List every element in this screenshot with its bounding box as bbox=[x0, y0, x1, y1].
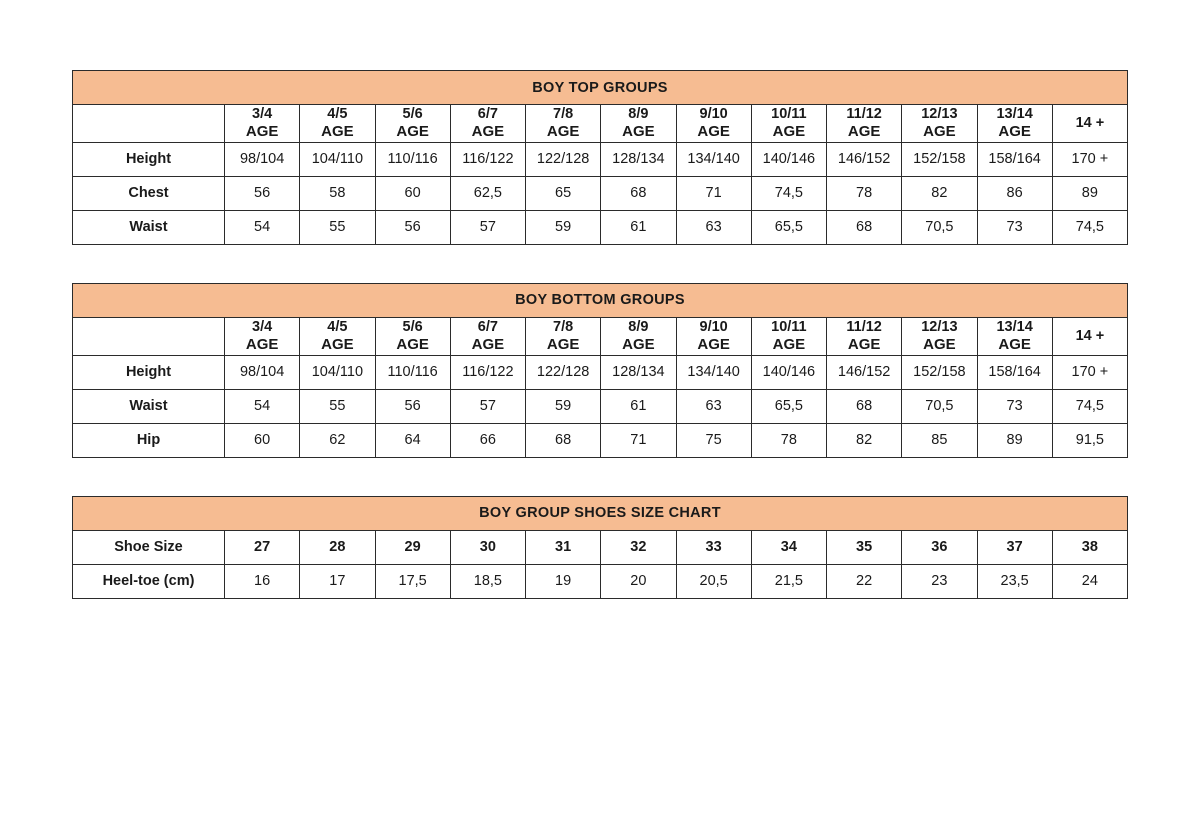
column-header bbox=[751, 105, 826, 143]
table-cell: 122/128 bbox=[526, 142, 601, 176]
table-cell: 85 bbox=[902, 423, 977, 457]
column-unit: AGE bbox=[772, 336, 806, 353]
column-size: 8/9 bbox=[628, 318, 649, 335]
table-cell: 70,5 bbox=[902, 210, 977, 244]
table-cell: 74,5 bbox=[751, 176, 826, 210]
column-size: 14 + bbox=[1075, 328, 1105, 345]
table-cell: 73 bbox=[977, 389, 1052, 423]
column-header bbox=[977, 105, 1052, 143]
column-unit: AGE bbox=[998, 123, 1031, 141]
column-size: 9/10 bbox=[699, 318, 728, 335]
row-label: Heel-toe (cm) bbox=[73, 564, 225, 598]
boy-shoes-size-table bbox=[72, 496, 1128, 599]
column-unit: AGE bbox=[546, 336, 580, 353]
column-header bbox=[300, 317, 375, 355]
row-label: Hip bbox=[73, 423, 225, 457]
table-cell: 65 bbox=[526, 176, 601, 210]
table-cell: 63 bbox=[676, 210, 751, 244]
table-cell: 68 bbox=[526, 423, 601, 457]
column-unit: AGE bbox=[923, 123, 956, 141]
column-size: 12/13 bbox=[921, 318, 958, 335]
table-cell: 146/152 bbox=[827, 355, 902, 389]
column-size: 13/14 bbox=[996, 106, 1033, 122]
table-cell: 62 bbox=[300, 423, 375, 457]
header-corner-cell bbox=[73, 317, 225, 355]
table-cell: 56 bbox=[225, 176, 300, 210]
table-cell: 17,5 bbox=[375, 564, 450, 598]
table-cell: 78 bbox=[751, 423, 826, 457]
table-title: BOY GROUP SHOES SIZE CHART bbox=[73, 496, 1128, 530]
table-cell: 104/110 bbox=[300, 142, 375, 176]
column-unit: AGE bbox=[847, 336, 881, 353]
column-unit: AGE bbox=[321, 336, 354, 353]
column-header bbox=[827, 105, 902, 143]
column-unit: AGE bbox=[697, 336, 730, 353]
table-cell: 104/110 bbox=[300, 355, 375, 389]
table-header-row bbox=[73, 317, 1128, 355]
column-unit: AGE bbox=[396, 336, 429, 353]
column-unit: AGE bbox=[622, 336, 655, 353]
table-cell: 78 bbox=[827, 176, 902, 210]
column-header bbox=[827, 317, 902, 355]
table-cell: 56 bbox=[375, 389, 450, 423]
table-cell: 140/146 bbox=[751, 142, 826, 176]
column-size: 4/5 bbox=[327, 318, 348, 335]
table-cell: 31 bbox=[526, 530, 601, 564]
column-header bbox=[902, 317, 977, 355]
table-cell: 21,5 bbox=[751, 564, 826, 598]
table-cell: 20,5 bbox=[676, 564, 751, 598]
table-cell: 82 bbox=[827, 423, 902, 457]
table-cell: 116/122 bbox=[450, 355, 525, 389]
column-unit: AGE bbox=[245, 336, 279, 353]
table-cell: 170 + bbox=[1052, 355, 1127, 389]
column-header bbox=[751, 317, 826, 355]
column-unit: AGE bbox=[998, 336, 1031, 353]
column-unit: AGE bbox=[622, 123, 655, 141]
column-header bbox=[1052, 317, 1127, 355]
table-title: BOY TOP GROUPS bbox=[73, 71, 1128, 105]
column-size: 10/11 bbox=[771, 318, 807, 335]
boy-bottom-groups-table bbox=[72, 283, 1128, 458]
column-header bbox=[676, 317, 751, 355]
column-size: 11/12 bbox=[846, 318, 882, 335]
column-size: 7/8 bbox=[553, 106, 574, 122]
column-unit: AGE bbox=[923, 336, 956, 353]
table-cell: 55 bbox=[300, 389, 375, 423]
column-header bbox=[601, 105, 676, 143]
row-label: Waist bbox=[73, 389, 225, 423]
table-row bbox=[73, 423, 1128, 457]
table-cell: 68 bbox=[601, 176, 676, 210]
table-row bbox=[73, 210, 1128, 244]
table-cell: 60 bbox=[225, 423, 300, 457]
column-header bbox=[300, 105, 375, 143]
table-cell: 20 bbox=[601, 564, 676, 598]
row-label: Height bbox=[73, 142, 225, 176]
table-cell: 37 bbox=[977, 530, 1052, 564]
column-size: 5/6 bbox=[402, 106, 423, 122]
table-cell: 158/164 bbox=[977, 142, 1052, 176]
table-cell: 16 bbox=[225, 564, 300, 598]
table-cell: 58 bbox=[300, 176, 375, 210]
table-cell: 60 bbox=[375, 176, 450, 210]
table-cell: 32 bbox=[601, 530, 676, 564]
column-size: 14 + bbox=[1075, 115, 1105, 132]
row-label: Height bbox=[73, 355, 225, 389]
column-size: 9/10 bbox=[699, 106, 728, 122]
table-cell: 54 bbox=[225, 389, 300, 423]
column-size: 12/13 bbox=[921, 106, 958, 122]
table-cell: 30 bbox=[450, 530, 525, 564]
table-cell: 110/116 bbox=[375, 142, 450, 176]
column-size: 3/4 bbox=[252, 318, 273, 335]
table-cell: 152/158 bbox=[902, 355, 977, 389]
column-header bbox=[375, 317, 450, 355]
table-cell: 36 bbox=[902, 530, 977, 564]
column-header bbox=[225, 317, 300, 355]
table-cell: 170 + bbox=[1052, 142, 1127, 176]
table-title-row bbox=[73, 496, 1128, 530]
table-cell: 57 bbox=[450, 210, 525, 244]
table-cell: 158/164 bbox=[977, 355, 1052, 389]
column-size: 10/11 bbox=[771, 106, 807, 122]
table-cell: 89 bbox=[977, 423, 1052, 457]
table-cell: 29 bbox=[375, 530, 450, 564]
table-cell: 71 bbox=[601, 423, 676, 457]
table-cell: 23 bbox=[902, 564, 977, 598]
table-cell: 27 bbox=[225, 530, 300, 564]
column-header bbox=[225, 105, 300, 143]
table-row bbox=[73, 564, 1128, 598]
column-header bbox=[526, 105, 601, 143]
table-cell: 64 bbox=[375, 423, 450, 457]
header-corner-cell bbox=[73, 105, 225, 143]
table-row bbox=[73, 389, 1128, 423]
table-cell: 71 bbox=[676, 176, 751, 210]
column-size: 8/9 bbox=[628, 106, 649, 122]
table-cell: 35 bbox=[827, 530, 902, 564]
column-unit: AGE bbox=[847, 123, 881, 141]
table-cell: 22 bbox=[827, 564, 902, 598]
table-cell: 89 bbox=[1052, 176, 1127, 210]
table-cell: 146/152 bbox=[827, 142, 902, 176]
column-header bbox=[977, 317, 1052, 355]
column-unit: AGE bbox=[546, 123, 580, 141]
table-cell: 38 bbox=[1052, 530, 1127, 564]
table-cell: 74,5 bbox=[1052, 389, 1127, 423]
column-header bbox=[450, 105, 525, 143]
table-title-row bbox=[73, 71, 1128, 105]
table-row bbox=[73, 530, 1128, 564]
column-unit: AGE bbox=[772, 123, 806, 141]
column-size: 6/7 bbox=[477, 106, 498, 122]
table-cell: 54 bbox=[225, 210, 300, 244]
column-size: 6/7 bbox=[477, 318, 498, 335]
column-header bbox=[450, 317, 525, 355]
table-cell: 98/104 bbox=[225, 142, 300, 176]
table-cell: 82 bbox=[902, 176, 977, 210]
table-cell: 17 bbox=[300, 564, 375, 598]
table-cell: 56 bbox=[375, 210, 450, 244]
table-cell: 24 bbox=[1052, 564, 1127, 598]
table-cell: 59 bbox=[526, 210, 601, 244]
table-cell: 75 bbox=[676, 423, 751, 457]
table-cell: 128/134 bbox=[601, 355, 676, 389]
table-cell: 62,5 bbox=[450, 176, 525, 210]
table-row bbox=[73, 176, 1128, 210]
column-unit: AGE bbox=[697, 123, 730, 141]
table-cell: 57 bbox=[450, 389, 525, 423]
table-cell: 86 bbox=[977, 176, 1052, 210]
row-label: Shoe Size bbox=[73, 530, 225, 564]
table-cell: 73 bbox=[977, 210, 1052, 244]
table-cell: 134/140 bbox=[676, 142, 751, 176]
table-cell: 98/104 bbox=[225, 355, 300, 389]
table-cell: 59 bbox=[526, 389, 601, 423]
column-header bbox=[375, 105, 450, 143]
table-cell: 110/116 bbox=[375, 355, 450, 389]
table-cell: 134/140 bbox=[676, 355, 751, 389]
table-cell: 116/122 bbox=[450, 142, 525, 176]
column-size: 7/8 bbox=[553, 318, 574, 335]
table-cell: 19 bbox=[526, 564, 601, 598]
column-unit: AGE bbox=[396, 123, 429, 141]
column-header bbox=[526, 317, 601, 355]
column-unit: AGE bbox=[245, 123, 279, 141]
table-cell: 122/128 bbox=[526, 355, 601, 389]
table-title: BOY BOTTOM GROUPS bbox=[73, 283, 1128, 317]
column-size: 5/6 bbox=[402, 318, 423, 335]
table-title-row bbox=[73, 283, 1128, 317]
table-cell: 68 bbox=[827, 210, 902, 244]
table-cell: 66 bbox=[450, 423, 525, 457]
table-header-row bbox=[73, 105, 1128, 143]
table-cell: 128/134 bbox=[601, 142, 676, 176]
table-cell: 23,5 bbox=[977, 564, 1052, 598]
table-cell: 152/158 bbox=[902, 142, 977, 176]
column-header bbox=[902, 105, 977, 143]
column-header bbox=[601, 317, 676, 355]
row-label: Chest bbox=[73, 176, 225, 210]
table-cell: 61 bbox=[601, 210, 676, 244]
column-size: 3/4 bbox=[252, 106, 273, 122]
column-size: 11/12 bbox=[846, 106, 882, 122]
table-cell: 28 bbox=[300, 530, 375, 564]
table-cell: 34 bbox=[751, 530, 826, 564]
column-unit: AGE bbox=[471, 123, 505, 141]
table-cell: 63 bbox=[676, 389, 751, 423]
table-cell: 68 bbox=[827, 389, 902, 423]
table-cell: 55 bbox=[300, 210, 375, 244]
table-cell: 91,5 bbox=[1052, 423, 1127, 457]
table-cell: 33 bbox=[676, 530, 751, 564]
table-cell: 18,5 bbox=[450, 564, 525, 598]
column-header bbox=[676, 105, 751, 143]
row-label: Waist bbox=[73, 210, 225, 244]
table-cell: 65,5 bbox=[751, 210, 826, 244]
column-size: 4/5 bbox=[327, 106, 348, 122]
table-cell: 70,5 bbox=[902, 389, 977, 423]
table-cell: 74,5 bbox=[1052, 210, 1127, 244]
column-header bbox=[1052, 105, 1127, 143]
boy-top-groups-table bbox=[72, 70, 1128, 245]
table-cell: 65,5 bbox=[751, 389, 826, 423]
table-cell: 61 bbox=[601, 389, 676, 423]
table-row bbox=[73, 355, 1128, 389]
column-size: 13/14 bbox=[996, 318, 1033, 335]
column-unit: AGE bbox=[471, 336, 505, 353]
column-unit: AGE bbox=[321, 123, 354, 141]
table-row bbox=[73, 142, 1128, 176]
table-cell: 140/146 bbox=[751, 355, 826, 389]
